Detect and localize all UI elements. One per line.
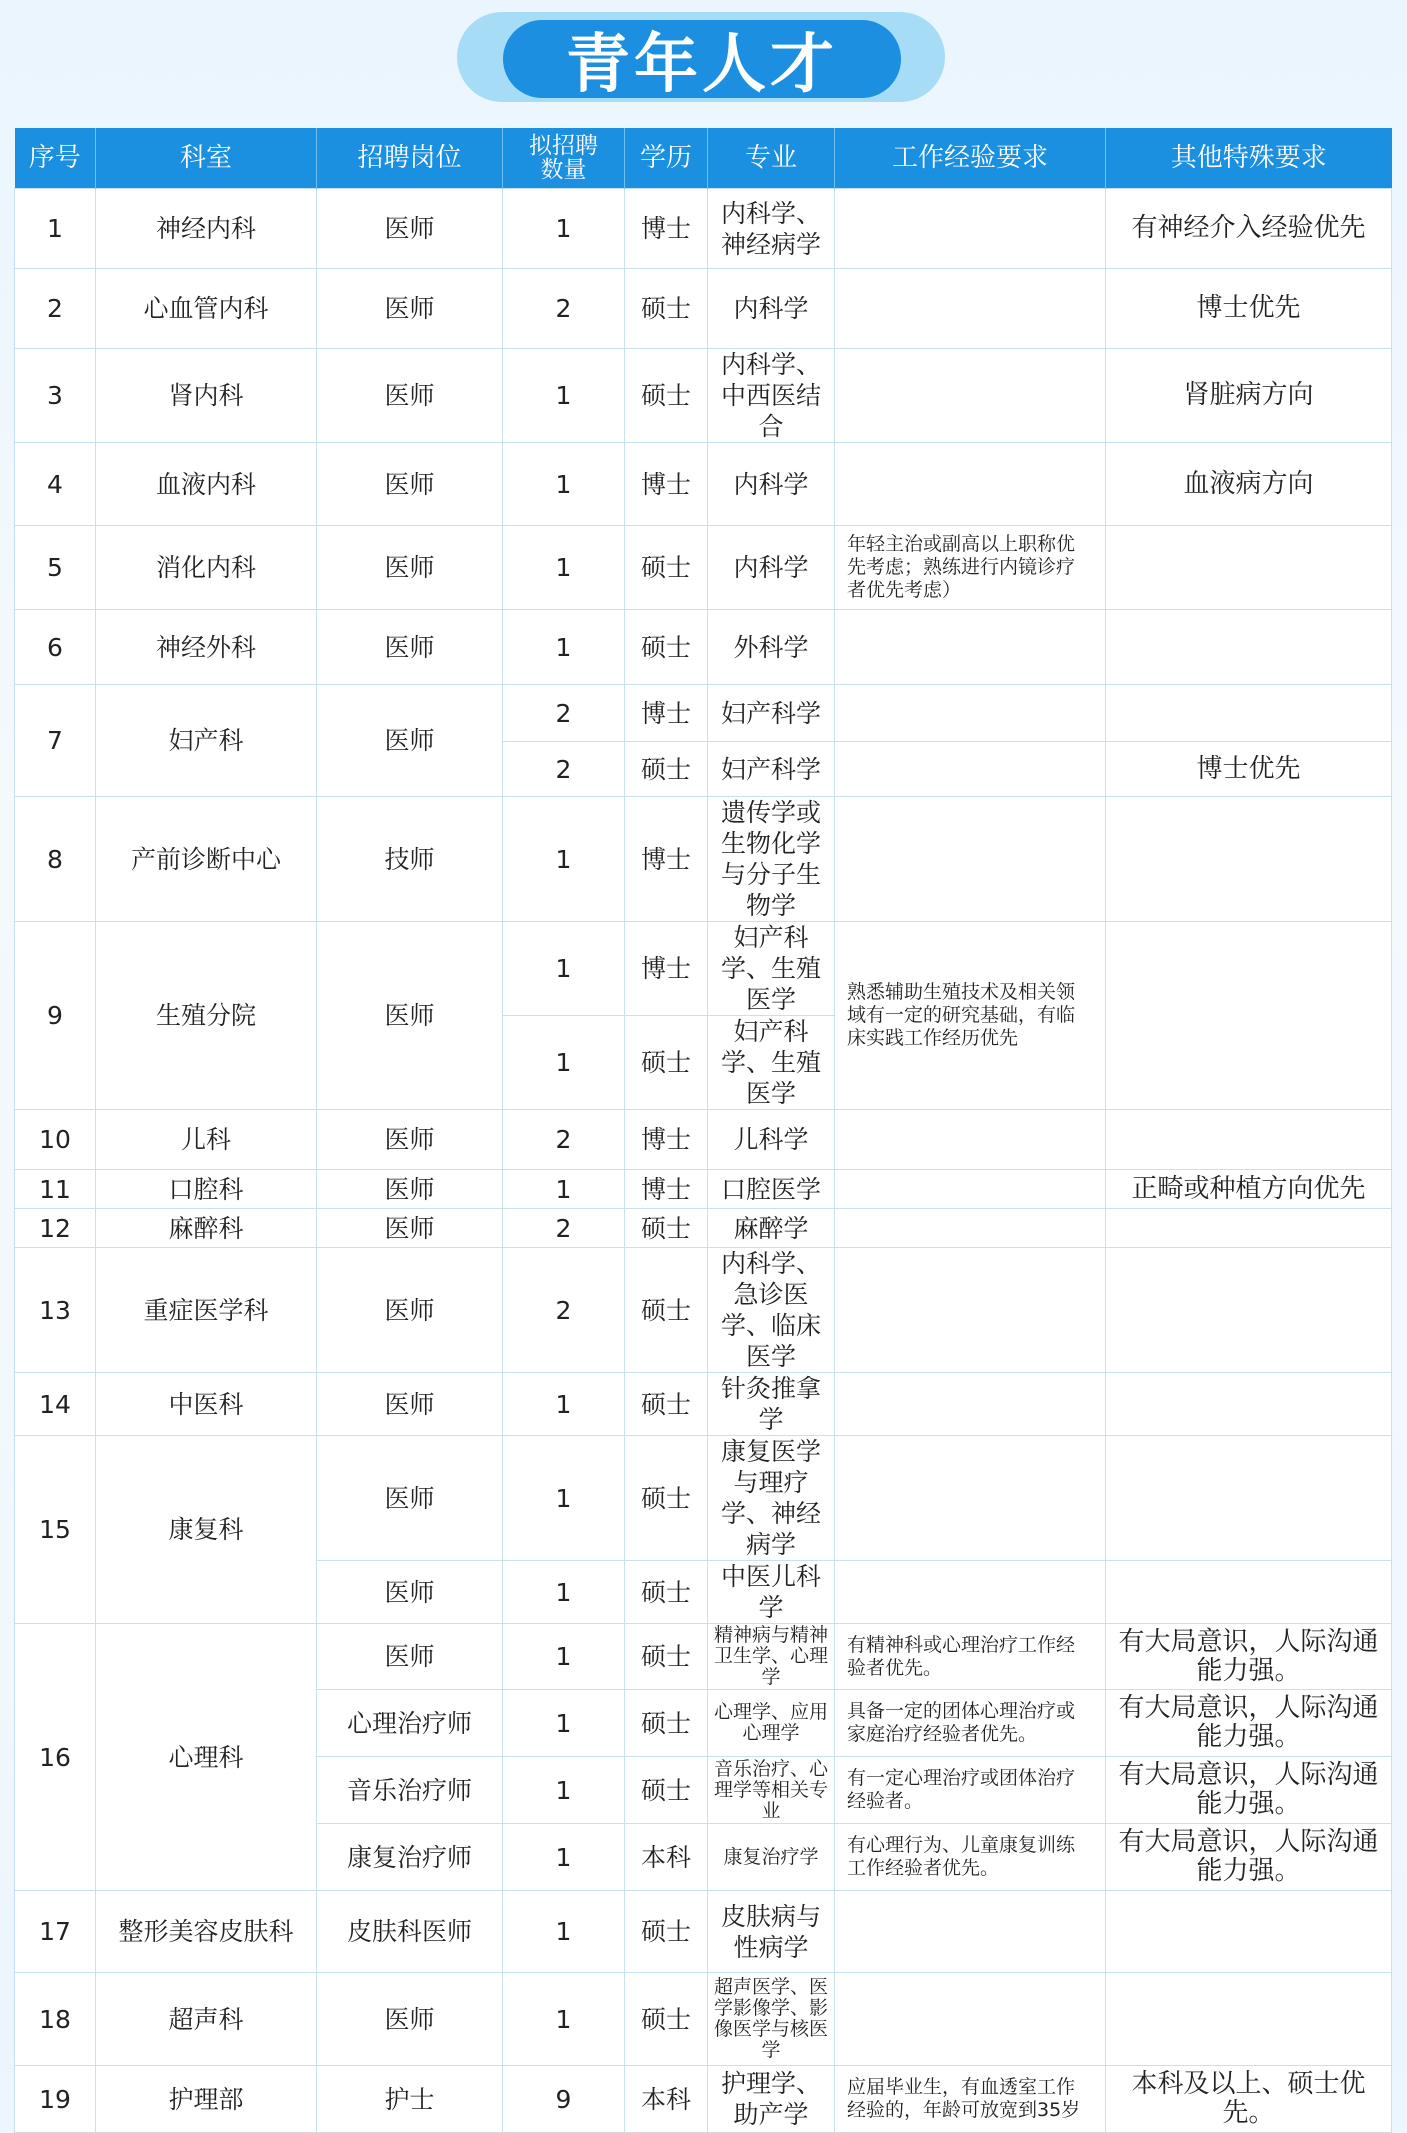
cell-no: 17 [15,1891,96,1973]
cell-num: 2 [503,685,625,742]
table-row [15,443,1392,526]
cell-other [1106,1110,1392,1170]
cell-post: 医师 [317,1561,503,1624]
cell-dept: 血液内科 [96,443,317,526]
cell-post: 医师 [317,1436,503,1561]
page-title: 青年人才 [503,20,901,98]
cell-exp [835,1170,1106,1209]
header-post: 招聘岗位 [317,128,503,189]
cell-other: 有大局意识，人际沟通能力强。 [1106,1824,1392,1891]
cell-num: 1 [503,526,625,610]
cell-dept: 超声科 [96,1973,317,2066]
cell-post: 医师 [317,349,503,443]
cell-num: 1 [503,189,625,269]
table-row [15,2066,1392,2133]
cell-major: 内科学 [708,526,835,610]
cell-post: 医师 [317,922,503,1110]
cell-post: 医师 [317,269,503,349]
table-row [15,526,1392,610]
cell-major: 护理学、助产学 [708,2066,835,2133]
cell-post: 医师 [317,1110,503,1170]
header-edu: 学历 [625,128,708,189]
table-row [15,1170,1392,1209]
cell-major: 中医儿科学 [708,1561,835,1624]
cell-num: 1 [503,1373,625,1436]
table-row [15,1891,1392,1973]
cell-dept: 整形美容皮肤科 [96,1891,317,1973]
cell-num: 1 [503,1016,625,1110]
cell-num: 1 [503,922,625,1016]
cell-major: 外科学 [708,610,835,685]
cell-num: 2 [503,1110,625,1170]
cell-other [1106,1248,1392,1373]
cell-no: 18 [15,1973,96,2066]
table-row [15,1436,1392,1561]
cell-major: 皮肤病与性病学 [708,1891,835,1973]
cell-exp [835,742,1106,797]
cell-exp [835,269,1106,349]
cell-num: 1 [503,349,625,443]
cell-post: 皮肤科医师 [317,1891,503,1973]
cell-exp: 应届毕业生，有血透室工作经验的，年龄可放宽到35岁 [835,2066,1106,2133]
cell-no: 3 [15,349,96,443]
cell-major: 内科学、中西医结合 [708,349,835,443]
cell-major: 康复治疗学 [708,1824,835,1891]
cell-exp: 有心理行为、儿童康复训练工作经验者优先。 [835,1824,1106,1891]
cell-edu: 本科 [625,2066,708,2133]
cell-post: 心理治疗师 [317,1690,503,1757]
cell-no: 4 [15,443,96,526]
cell-no: 8 [15,797,96,922]
cell-post: 护士 [317,2066,503,2133]
cell-exp [835,1110,1106,1170]
cell-other: 正畸或种植方向优先 [1106,1170,1392,1209]
header-dept: 科室 [96,128,317,189]
cell-major: 口腔医学 [708,1170,835,1209]
cell-edu: 硕士 [625,1209,708,1248]
cell-exp: 有一定心理治疗或团体治疗经验者。 [835,1757,1106,1824]
cell-major: 儿科学 [708,1110,835,1170]
cell-dept: 麻醉科 [96,1209,317,1248]
cell-major: 妇产科学、生殖医学 [708,1016,835,1110]
cell-major: 遗传学或生物化学与分子生物学 [708,797,835,922]
cell-num: 1 [503,1624,625,1690]
cell-no: 6 [15,610,96,685]
cell-major: 妇产科学、生殖医学 [708,922,835,1016]
cell-major: 康复医学与理疗学、神经病学 [708,1436,835,1561]
cell-other [1106,1373,1392,1436]
cell-dept: 重症医学科 [96,1248,317,1373]
cell-edu: 博士 [625,797,708,922]
cell-exp: 年轻主治或副高以上职称优先考虑；熟练进行内镜诊疗者优先考虑） [835,526,1106,610]
cell-post: 医师 [317,526,503,610]
cell-other [1106,1973,1392,2066]
cell-no: 10 [15,1110,96,1170]
cell-no: 11 [15,1170,96,1209]
cell-edu: 硕士 [625,1973,708,2066]
table-row [15,922,1392,1016]
cell-edu: 硕士 [625,1561,708,1624]
cell-edu: 硕士 [625,526,708,610]
cell-num: 2 [503,1248,625,1373]
cell-post: 音乐治疗师 [317,1757,503,1824]
cell-major: 心理学、应用心理学 [708,1690,835,1757]
cell-other [1106,797,1392,922]
cell-exp [835,1891,1106,1973]
cell-exp [835,610,1106,685]
cell-dept: 神经内科 [96,189,317,269]
cell-other: 有大局意识，人际沟通能力强。 [1106,1757,1392,1824]
cell-major: 妇产科学 [708,742,835,797]
cell-num: 2 [503,742,625,797]
cell-edu: 硕士 [625,349,708,443]
cell-post: 康复治疗师 [317,1824,503,1891]
cell-no: 1 [15,189,96,269]
cell-edu: 博士 [625,1110,708,1170]
cell-post: 医师 [317,1248,503,1373]
header-no: 序号 [15,128,96,189]
cell-major: 内科学 [708,269,835,349]
table-row [15,1248,1392,1373]
cell-edu: 博士 [625,189,708,269]
cell-major: 音乐治疗、心理学等相关专业 [708,1757,835,1824]
cell-other: 血液病方向 [1106,443,1392,526]
cell-no: 7 [15,685,96,797]
cell-post: 医师 [317,189,503,269]
cell-edu: 硕士 [625,1436,708,1561]
cell-num: 1 [503,1757,625,1824]
table-row [15,269,1392,349]
cell-num: 1 [503,797,625,922]
cell-edu: 博士 [625,685,708,742]
cell-num: 1 [503,1436,625,1561]
cell-post: 医师 [317,1170,503,1209]
cell-exp [835,443,1106,526]
cell-no: 13 [15,1248,96,1373]
cell-major: 精神病与精神卫生学、心理学 [708,1624,835,1690]
cell-num: 1 [503,1973,625,2066]
cell-major: 针灸推拿学 [708,1373,835,1436]
cell-other [1106,1209,1392,1248]
cell-edu: 博士 [625,922,708,1016]
cell-dept: 康复科 [96,1436,317,1624]
cell-edu: 硕士 [625,1016,708,1110]
cell-major: 妇产科学 [708,685,835,742]
cell-edu: 硕士 [625,1248,708,1373]
cell-exp [835,1973,1106,2066]
cell-dept: 产前诊断中心 [96,797,317,922]
table-row [15,1110,1392,1170]
table-row [15,797,1392,922]
cell-other [1106,1891,1392,1973]
cell-exp: 熟悉辅助生殖技术及相关领域有一定的研究基础，有临床实践工作经历优先 [835,922,1106,1110]
cell-no: 14 [15,1373,96,1436]
cell-edu: 硕士 [625,742,708,797]
cell-dept: 中医科 [96,1373,317,1436]
cell-exp [835,1209,1106,1248]
table-header-row [15,128,1392,189]
cell-edu: 硕士 [625,610,708,685]
cell-post: 技师 [317,797,503,922]
cell-num: 2 [503,1209,625,1248]
table-row [15,610,1392,685]
cell-other [1106,1436,1392,1561]
cell-other: 本科及以上、硕士优先。 [1106,2066,1392,2133]
cell-post: 医师 [317,1624,503,1690]
cell-dept: 生殖分院 [96,922,317,1110]
cell-other [1106,526,1392,610]
cell-no: 16 [15,1624,96,1891]
cell-exp [835,1373,1106,1436]
cell-edu: 硕士 [625,1757,708,1824]
cell-post: 医师 [317,685,503,797]
cell-exp [835,349,1106,443]
cell-other: 有大局意识，人际沟通能力强。 [1106,1624,1392,1690]
cell-exp: 有精神科或心理治疗工作经验者优先。 [835,1624,1106,1690]
cell-other: 博士优先 [1106,269,1392,349]
cell-no: 19 [15,2066,96,2133]
cell-edu: 硕士 [625,1373,708,1436]
cell-other [1106,922,1392,1110]
table-row [15,1973,1392,2066]
cell-num: 1 [503,1891,625,1973]
cell-no: 5 [15,526,96,610]
cell-dept: 心血管内科 [96,269,317,349]
table-row [15,349,1392,443]
cell-edu: 硕士 [625,1690,708,1757]
cell-dept: 妇产科 [96,685,317,797]
cell-num: 1 [503,1824,625,1891]
cell-dept: 神经外科 [96,610,317,685]
header-num: 拟招聘数量 [503,128,625,189]
cell-other: 有神经介入经验优先 [1106,189,1392,269]
cell-num: 1 [503,443,625,526]
cell-post: 医师 [317,1373,503,1436]
cell-edu: 博士 [625,443,708,526]
cell-other [1106,685,1392,742]
cell-num: 9 [503,2066,625,2133]
cell-major: 麻醉学 [708,1209,835,1248]
cell-exp [835,1436,1106,1561]
cell-exp [835,797,1106,922]
cell-dept: 儿科 [96,1110,317,1170]
cell-edu: 硕士 [625,1891,708,1973]
cell-exp [835,1561,1106,1624]
cell-post: 医师 [317,1973,503,2066]
cell-no: 15 [15,1436,96,1624]
cell-num: 1 [503,1690,625,1757]
cell-no: 9 [15,922,96,1110]
cell-other [1106,1561,1392,1624]
cell-other: 有大局意识，人际沟通能力强。 [1106,1690,1392,1757]
cell-num: 1 [503,610,625,685]
cell-other: 肾脏病方向 [1106,349,1392,443]
header-other: 其他特殊要求 [1106,128,1392,189]
table-row [15,1373,1392,1436]
cell-dept: 肾内科 [96,349,317,443]
recruitment-table [14,128,1392,2133]
cell-post: 医师 [317,610,503,685]
cell-edu: 博士 [625,1170,708,1209]
cell-post: 医师 [317,443,503,526]
cell-exp [835,1248,1106,1373]
cell-major: 超声医学、医学影像学、影像医学与核医学 [708,1973,835,2066]
cell-exp [835,189,1106,269]
cell-no: 12 [15,1209,96,1248]
cell-major: 内科学、神经病学 [708,189,835,269]
table-row [15,1624,1392,1690]
table-row [15,189,1392,269]
cell-edu: 硕士 [625,269,708,349]
table-row [15,685,1392,742]
cell-exp: 具备一定的团体心理治疗或家庭治疗经验者优先。 [835,1690,1106,1757]
cell-dept: 口腔科 [96,1170,317,1209]
cell-num: 2 [503,269,625,349]
cell-other [1106,610,1392,685]
cell-other: 博士优先 [1106,742,1392,797]
cell-dept: 心理科 [96,1624,317,1891]
cell-exp [835,685,1106,742]
cell-dept: 消化内科 [96,526,317,610]
cell-post: 医师 [317,1209,503,1248]
cell-edu: 硕士 [625,1624,708,1690]
cell-major: 内科学 [708,443,835,526]
cell-num: 1 [503,1561,625,1624]
header-exp: 工作经验要求 [835,128,1106,189]
cell-edu: 本科 [625,1824,708,1891]
cell-no: 2 [15,269,96,349]
table-row [15,1209,1392,1248]
header-major: 专业 [708,128,835,189]
cell-major: 内科学、急诊医学、临床医学 [708,1248,835,1373]
cell-num: 1 [503,1170,625,1209]
cell-dept: 护理部 [96,2066,317,2133]
